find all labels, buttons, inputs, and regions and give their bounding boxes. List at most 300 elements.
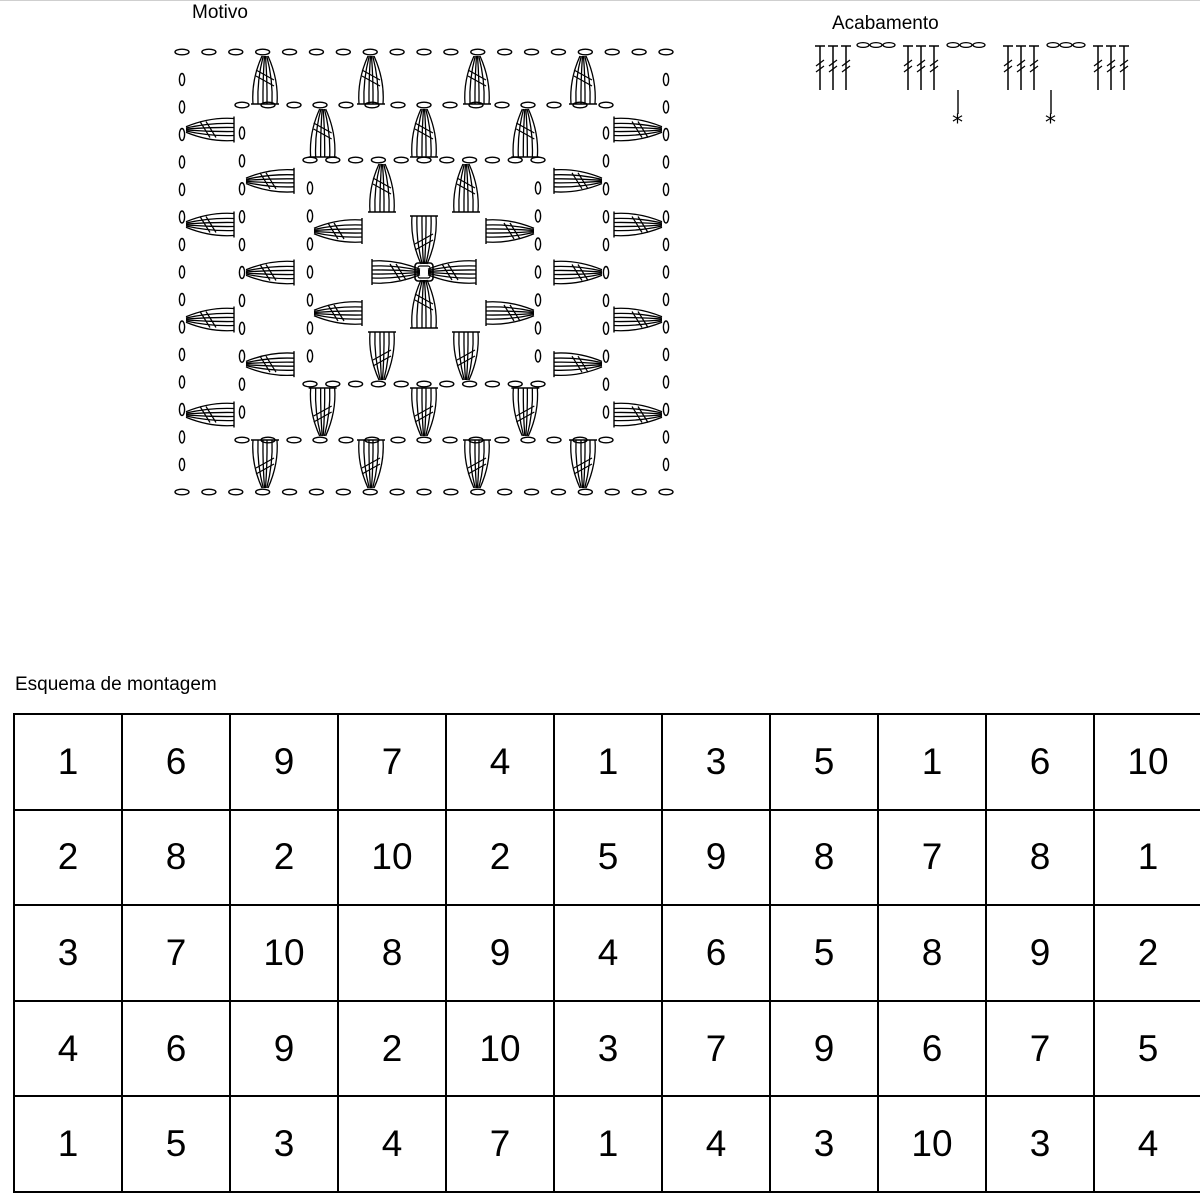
chain-stitch xyxy=(307,294,312,306)
chain-stitch xyxy=(663,404,668,416)
chain-stitch xyxy=(535,182,540,194)
cluster-spoke xyxy=(554,367,602,375)
chain-stitch xyxy=(229,489,243,495)
stitch-cluster xyxy=(511,388,539,436)
chain-stitch xyxy=(1073,43,1085,48)
chain-stitch xyxy=(551,49,565,55)
grid-cell: 3 xyxy=(770,1096,878,1192)
grid-cell: 4 xyxy=(1094,1096,1200,1192)
grid-cell: 9 xyxy=(986,905,1094,1001)
chain-stitch xyxy=(394,157,408,163)
chain-stitch xyxy=(239,350,244,362)
grid-cell: 5 xyxy=(770,905,878,1001)
cluster-spoke xyxy=(478,440,480,488)
chain-stitch xyxy=(313,102,327,108)
stitch-cluster xyxy=(309,109,337,157)
chain-stitch xyxy=(440,381,454,387)
grid-cell: 1 xyxy=(1094,810,1200,906)
chain-stitch xyxy=(632,489,646,495)
cluster-spoke xyxy=(486,229,534,231)
grid-cell: 9 xyxy=(230,1001,338,1097)
stitch-cluster xyxy=(368,164,396,212)
cluster-spoke xyxy=(246,365,294,367)
chain-stitch xyxy=(179,321,184,333)
chain-stitch xyxy=(239,267,244,279)
grid-cell: 2 xyxy=(230,810,338,906)
chain-stitch xyxy=(603,322,608,334)
grid-cell: 1 xyxy=(554,714,662,810)
cluster-spoke xyxy=(323,388,325,436)
stitch-cluster xyxy=(569,56,597,104)
chain-stitch xyxy=(339,437,353,443)
chain-stitch xyxy=(179,459,184,471)
grid-cell: 6 xyxy=(986,714,1094,810)
chain-stitch xyxy=(326,157,340,163)
stitch-cluster xyxy=(511,109,539,157)
stitch-cluster xyxy=(251,440,279,488)
stitch-cluster xyxy=(186,402,234,428)
stitch-cluster xyxy=(410,109,438,157)
chain-stitch xyxy=(551,489,565,495)
chain-stitch xyxy=(443,102,457,108)
cluster-spoke xyxy=(428,273,476,275)
cluster-spoke xyxy=(246,170,294,178)
stitch-cluster xyxy=(554,351,602,377)
chain-stitch xyxy=(535,266,540,278)
cluster-spoke xyxy=(266,56,268,104)
chain-stitch xyxy=(603,350,608,362)
cluster-spoke xyxy=(372,275,420,283)
stitch-cluster xyxy=(428,259,476,285)
cluster-spoke xyxy=(467,332,469,380)
chain-stitch xyxy=(663,266,668,278)
cluster-spoke xyxy=(554,184,602,192)
chain-stitch xyxy=(535,238,540,250)
grid-cell: 8 xyxy=(986,810,1094,906)
stitch-cluster xyxy=(357,440,385,488)
stitch-cluster xyxy=(554,168,602,194)
chain-stitch xyxy=(440,157,454,163)
cluster-spoke xyxy=(614,127,662,129)
cluster-spoke xyxy=(372,56,374,104)
chain-stitch xyxy=(307,322,312,334)
cluster-spoke xyxy=(584,56,586,104)
chain-stitch xyxy=(547,437,561,443)
stitch-cluster xyxy=(569,440,597,488)
chain-stitch xyxy=(179,239,184,251)
cluster-spoke xyxy=(186,403,234,411)
chain-stitch xyxy=(417,489,431,495)
cluster-spoke xyxy=(186,213,234,221)
stitch-cluster xyxy=(410,388,438,436)
cluster-spoke xyxy=(425,109,427,157)
chain-stitch xyxy=(663,184,668,196)
cluster-spoke xyxy=(554,275,602,283)
chain-stitch xyxy=(603,378,608,390)
cluster-spoke xyxy=(428,261,476,269)
grid-cell: 8 xyxy=(122,810,230,906)
cluster-spoke xyxy=(383,164,385,212)
cluster-spoke xyxy=(554,270,602,272)
stitch-cluster xyxy=(410,280,438,328)
chain-stitch xyxy=(239,127,244,139)
stitch-cluster xyxy=(614,402,662,428)
stitch-cluster xyxy=(368,332,396,380)
chain-stitch xyxy=(663,431,668,443)
grid-cell: 3 xyxy=(986,1096,1094,1192)
grid-cell: 3 xyxy=(662,714,770,810)
stitch-cluster xyxy=(309,388,337,436)
top-border-line xyxy=(0,0,1200,1)
chain-stitch xyxy=(283,49,297,55)
cluster-spoke xyxy=(425,216,427,264)
cluster-spoke xyxy=(186,130,234,132)
cluster-spoke xyxy=(186,415,234,417)
grid-cell: 1 xyxy=(878,714,986,810)
grid-cell: 5 xyxy=(1094,1001,1200,1097)
grid-cell: 3 xyxy=(554,1001,662,1097)
cluster-spoke xyxy=(314,220,362,228)
chain-stitch xyxy=(663,74,668,86)
cluster-spoke xyxy=(323,109,325,157)
cluster-spoke xyxy=(614,222,662,224)
stitch-cluster xyxy=(452,164,480,212)
chain-stitch xyxy=(663,156,668,168)
chain-stitch xyxy=(391,102,405,108)
grid-cell: 6 xyxy=(122,714,230,810)
grid-cell: 9 xyxy=(662,810,770,906)
grid-cell: 9 xyxy=(446,905,554,1001)
chain-stitch xyxy=(603,183,608,195)
chain-stitch xyxy=(349,157,363,163)
chain-stitch xyxy=(256,49,270,55)
grid-cell: 5 xyxy=(122,1096,230,1192)
chain-stitch xyxy=(663,376,668,388)
cluster-spoke xyxy=(478,56,480,104)
chain-stitch xyxy=(495,102,509,108)
cluster-spoke xyxy=(314,232,362,234)
chain-stitch xyxy=(521,102,535,108)
chain-stitch xyxy=(883,43,895,48)
chain-stitch xyxy=(339,102,353,108)
finish-chart xyxy=(808,30,1158,140)
chain-stitch xyxy=(498,489,512,495)
chain-stitch xyxy=(256,489,270,495)
chain-stitch xyxy=(525,49,539,55)
chain-stitch xyxy=(307,210,312,222)
chain-stitch xyxy=(175,489,189,495)
grid-cell: 4 xyxy=(662,1096,770,1192)
stitch-cluster xyxy=(186,212,234,238)
chain-stitch xyxy=(578,489,592,495)
grid-cell: 10 xyxy=(446,1001,554,1097)
chain-stitch xyxy=(202,49,216,55)
cluster-spoke xyxy=(526,109,528,157)
chain-stitch xyxy=(336,489,350,495)
cluster-spoke xyxy=(486,311,534,313)
grid-cell: 9 xyxy=(770,1001,878,1097)
stitch-cluster xyxy=(463,56,491,104)
stitch-cluster xyxy=(463,440,491,488)
chain-stitch xyxy=(287,437,301,443)
chain-stitch xyxy=(371,157,385,163)
chain-stitch xyxy=(303,381,317,387)
chain-stitch xyxy=(235,102,249,108)
chain-stitch xyxy=(603,127,608,139)
asterisk-marker: * xyxy=(1045,111,1056,136)
grid-cell: 2 xyxy=(1094,905,1200,1001)
stitch-cluster xyxy=(186,117,234,143)
cluster-spoke xyxy=(425,280,427,328)
grid-cell: 4 xyxy=(14,1001,122,1097)
chain-stitch xyxy=(535,294,540,306)
chain-stitch xyxy=(508,157,522,163)
grid-cell: 3 xyxy=(230,1096,338,1192)
chain-stitch xyxy=(309,489,323,495)
grid-cell: 1 xyxy=(14,714,122,810)
stitch-cluster xyxy=(251,56,279,104)
grid-cell: 6 xyxy=(662,905,770,1001)
grid-cell: 5 xyxy=(770,714,878,810)
grid-cell: 4 xyxy=(338,1096,446,1192)
chain-stitch xyxy=(239,183,244,195)
chain-stitch xyxy=(179,101,184,113)
chain-stitch xyxy=(663,459,668,471)
chain-stitch xyxy=(239,294,244,306)
cluster-spoke xyxy=(246,181,294,183)
chain-stitch xyxy=(605,489,619,495)
cluster-spoke xyxy=(486,234,534,242)
chain-stitch xyxy=(525,489,539,495)
chain-stitch xyxy=(394,381,408,387)
chain-stitch xyxy=(444,49,458,55)
cluster-spoke xyxy=(614,412,662,414)
chain-stitch xyxy=(229,49,243,55)
chain-stitch xyxy=(471,489,485,495)
cluster-spoke xyxy=(554,362,602,364)
chain-stitch xyxy=(179,431,184,443)
chain-stitch xyxy=(417,49,431,55)
stitch-cluster xyxy=(554,260,602,286)
grid-cell: 1 xyxy=(554,1096,662,1192)
finish-title: Acabamento xyxy=(832,13,939,34)
chain-stitch xyxy=(365,102,379,108)
chain-stitch xyxy=(313,437,327,443)
chain-stitch xyxy=(663,211,668,223)
chain-stitch xyxy=(535,350,540,362)
chain-stitch xyxy=(336,49,350,55)
chain-stitch xyxy=(307,182,312,194)
chain-stitch xyxy=(973,43,985,48)
chain-stitch xyxy=(309,49,323,55)
chain-stitch xyxy=(371,381,385,387)
chain-stitch xyxy=(235,437,249,443)
chain-stitch xyxy=(349,381,363,387)
assembly-grid xyxy=(13,713,1200,1193)
cluster-spoke xyxy=(614,317,662,319)
chain-stitch xyxy=(463,381,477,387)
chain-stitch xyxy=(485,381,499,387)
chain-stitch xyxy=(326,381,340,387)
chain-stitch xyxy=(960,43,972,48)
chain-stitch xyxy=(1047,43,1059,48)
chain-stitch xyxy=(663,129,668,141)
grid-cell: 5 xyxy=(554,810,662,906)
chain-stitch xyxy=(307,238,312,250)
chain-stitch xyxy=(179,294,184,306)
chain-stitch xyxy=(202,489,216,495)
grid-cell: 7 xyxy=(338,714,446,810)
chain-stitch xyxy=(870,43,882,48)
stitch-cluster xyxy=(357,56,385,104)
stitch-cluster xyxy=(186,307,234,333)
motif-chart xyxy=(160,30,690,510)
chain-stitch xyxy=(603,406,608,418)
cluster-spoke xyxy=(614,322,662,330)
cluster-spoke xyxy=(314,314,362,316)
motif-title: Motivo xyxy=(192,2,248,23)
chain-stitch xyxy=(663,294,668,306)
stitch-cluster xyxy=(614,212,662,238)
asterisk-marker: * xyxy=(952,111,963,136)
chain-stitch xyxy=(857,43,869,48)
chain-stitch xyxy=(179,74,184,86)
grid-cell: 10 xyxy=(1094,714,1200,810)
grid-cell: 2 xyxy=(14,810,122,906)
grid-cell: 10 xyxy=(230,905,338,1001)
chain-stitch xyxy=(239,239,244,251)
chain-stitch xyxy=(535,210,540,222)
cluster-spoke xyxy=(614,132,662,140)
chain-stitch xyxy=(535,322,540,334)
grid-cell: 7 xyxy=(662,1001,770,1097)
grid-row xyxy=(14,810,1200,906)
stitch-cluster xyxy=(372,259,420,285)
chain-stitch xyxy=(603,239,608,251)
grid-row xyxy=(14,905,1200,1001)
chain-stitch xyxy=(179,156,184,168)
chain-stitch xyxy=(663,101,668,113)
grid-row xyxy=(14,714,1200,810)
cluster-spoke xyxy=(314,302,362,310)
chain-stitch xyxy=(417,381,431,387)
chain-stitch xyxy=(605,49,619,55)
chain-stitch xyxy=(578,49,592,55)
chain-stitch xyxy=(239,211,244,223)
grid-cell: 4 xyxy=(554,905,662,1001)
chain-stitch xyxy=(303,157,317,163)
chain-stitch xyxy=(603,294,608,306)
chain-stitch xyxy=(391,437,405,443)
chain-stitch xyxy=(599,102,613,108)
cluster-spoke xyxy=(486,316,534,324)
chain-stitch xyxy=(443,437,457,443)
chain-stitch xyxy=(363,489,377,495)
chain-stitch xyxy=(179,376,184,388)
chain-stitch xyxy=(663,349,668,361)
chain-stitch xyxy=(417,102,431,108)
stitch-cluster xyxy=(246,260,294,286)
cluster-spoke xyxy=(526,388,528,436)
chain-stitch xyxy=(599,437,613,443)
grid-row xyxy=(14,1096,1200,1192)
chain-stitch xyxy=(283,489,297,495)
chain-stitch xyxy=(417,437,431,443)
chain-stitch xyxy=(239,155,244,167)
cluster-spoke xyxy=(425,388,427,436)
chain-stitch xyxy=(179,184,184,196)
chain-stitch xyxy=(417,157,431,163)
chain-stitch xyxy=(175,49,189,55)
cluster-spoke xyxy=(246,353,294,361)
chain-stitch xyxy=(663,321,668,333)
stitch-cluster xyxy=(314,300,362,326)
assembly-title: Esquema de montagem xyxy=(15,674,217,695)
chain-stitch xyxy=(659,489,673,495)
stitch-cluster xyxy=(614,117,662,143)
stitch-cluster xyxy=(246,351,294,377)
cluster-spoke xyxy=(186,308,234,316)
grid-cell: 8 xyxy=(770,810,878,906)
chain-stitch xyxy=(239,322,244,334)
grid-cell: 6 xyxy=(878,1001,986,1097)
chain-stitch xyxy=(471,49,485,55)
grid-cell: 8 xyxy=(338,905,446,1001)
chain-stitch xyxy=(469,102,483,108)
chain-stitch xyxy=(179,404,184,416)
stitch-cluster xyxy=(614,307,662,333)
chain-stitch xyxy=(508,381,522,387)
chain-stitch xyxy=(521,437,535,443)
chain-stitch xyxy=(287,102,301,108)
chain-stitch xyxy=(603,267,608,279)
cluster-spoke xyxy=(467,164,469,212)
grid-cell: 3 xyxy=(14,905,122,1001)
grid-cell: 1 xyxy=(14,1096,122,1192)
cluster-spoke xyxy=(186,320,234,322)
grid-cell: 10 xyxy=(878,1096,986,1192)
chain-stitch xyxy=(531,381,545,387)
chain-stitch xyxy=(632,49,646,55)
cluster-spoke xyxy=(246,261,294,269)
chain-stitch xyxy=(179,211,184,223)
stitch-cluster xyxy=(486,218,534,244)
cluster-spoke xyxy=(614,417,662,425)
stitch-cluster xyxy=(486,300,534,326)
grid-cell: 4 xyxy=(446,714,554,810)
cluster-spoke xyxy=(266,440,268,488)
grid-cell: 8 xyxy=(878,905,986,1001)
chain-stitch xyxy=(179,129,184,141)
grid-cell: 2 xyxy=(338,1001,446,1097)
cluster-spoke xyxy=(186,225,234,227)
chain-stitch xyxy=(307,266,312,278)
chain-stitch xyxy=(179,349,184,361)
chain-stitch xyxy=(307,350,312,362)
chain-stitch xyxy=(239,378,244,390)
grid-cell: 7 xyxy=(446,1096,554,1192)
grid-row xyxy=(14,1001,1200,1097)
chain-stitch xyxy=(603,155,608,167)
chain-stitch xyxy=(390,49,404,55)
chain-stitch xyxy=(239,406,244,418)
chain-stitch xyxy=(1060,43,1072,48)
grid-cell: 9 xyxy=(230,714,338,810)
stitch-cluster xyxy=(314,218,362,244)
cluster-spoke xyxy=(372,270,420,272)
grid-cell: 7 xyxy=(122,905,230,1001)
stitch-cluster xyxy=(452,332,480,380)
